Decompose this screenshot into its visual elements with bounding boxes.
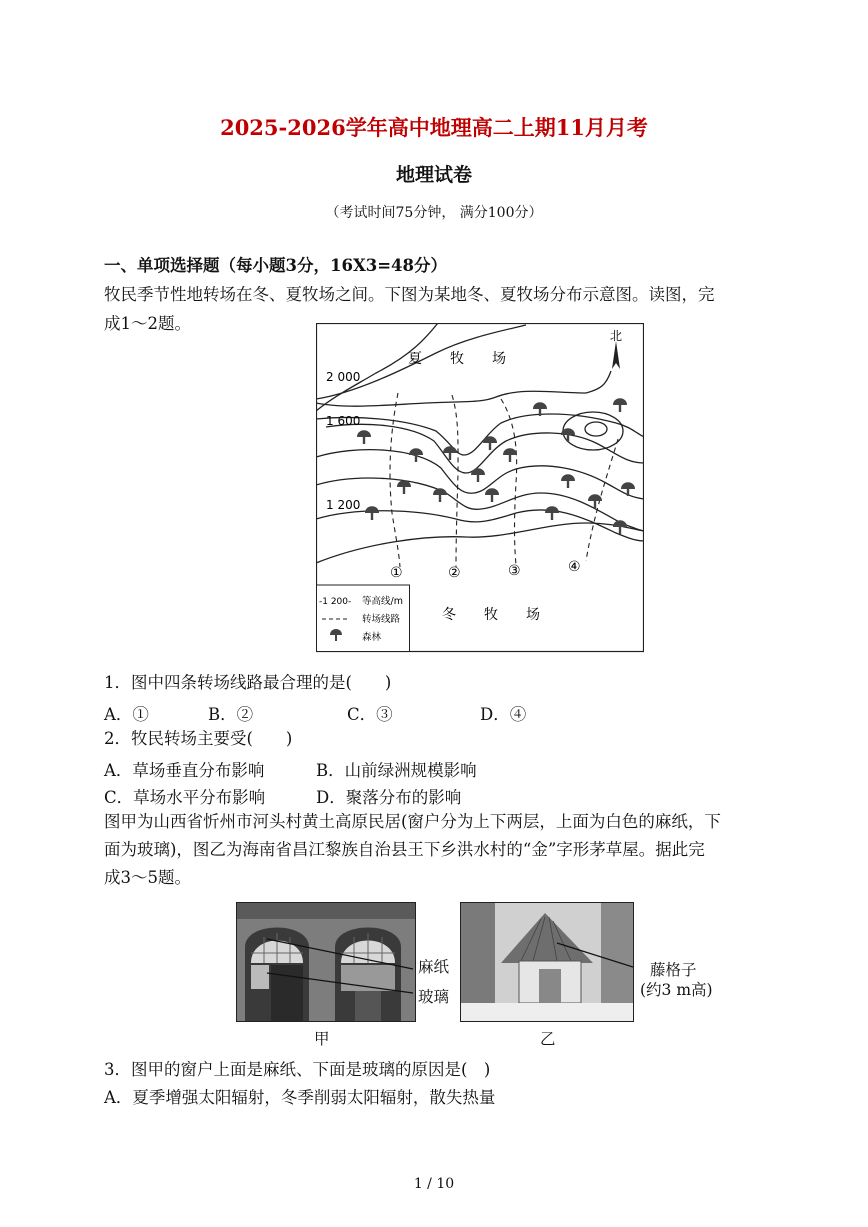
pasture-map [316,323,644,653]
page-number: 1 / 10 [413,1176,455,1192]
exam-note: （考试时间75分钟， 满分100分） [325,205,543,221]
north-label: 北 [610,329,623,343]
legend-contour-sample: -1 200- [319,597,352,607]
route-label-1: ① [390,565,403,581]
legend-route-label: 转场线路 [362,614,401,625]
label-height: (约3 m高) [640,981,713,999]
q1-option-d: D．④ [480,705,527,724]
summer-pasture-label: 夏 牧 场 [408,351,506,367]
caption-yi: 乙 [540,1030,556,1048]
label-rattan-lattice: 藤格子 [650,961,697,979]
route-label-2: ② [448,565,461,581]
q2-option-c: C．草场水平分布影响 [104,788,266,807]
intro-line-1: 牧民季节性地转场在冬、夏牧场之间。下图为某地冬、夏牧场分布示意图。读图，完 [104,285,715,304]
map-legend [317,585,410,652]
label-glass: 玻璃 [418,988,450,1006]
q2-option-b: B．山前绿洲规模影响 [316,761,477,780]
caption-jia: 甲 [314,1030,330,1048]
q3-stem: 3．图甲的窗户上面是麻纸、下面是玻璃的原因是( ) [104,1060,491,1079]
route-label-3: ③ [508,563,521,579]
intro2-line-3: 成3～5题。 [104,868,191,887]
q1-stem: 1．图中四条转场线路最合理的是( ) [104,673,392,692]
photo-thatched-hut [460,902,634,1022]
q1-option-b: B．② [208,705,254,724]
intro-line-2: 成1～2题。 [104,314,191,333]
q3-option-a: A．夏季增强太阳辐射，冬季削弱太阳辐射，散失热量 [104,1088,496,1107]
q2-option-d: D．聚落分布的影响 [316,788,462,807]
legend-contour-label: 等高线/m [362,596,403,607]
photo-cave-dwelling [236,902,416,1022]
contour-label-1200: 1 200 [326,498,361,512]
cave-dwelling-illustration [237,903,415,1021]
intro2-line-2: 面为玻璃)，图乙为海南省昌江黎族自治县王下乡洪水村的“金”字形茅草屋。据此完 [104,840,705,859]
legend-forest-label: 森林 [362,632,382,643]
q1-option-c: C．③ [347,705,393,724]
q2-stem: 2．牧民转场主要受( ) [104,729,293,748]
route-label-4: ④ [568,559,581,575]
exam-subtitle: 地理试卷 [395,164,472,186]
contour-label-2000: 2 000 [326,370,361,384]
intro2-line-1: 图甲为山西省忻州市河头村黄土高原民居(窗户分为上下两层，上面为白色的麻纸，下 [104,812,721,831]
q2-option-a: A．草场垂直分布影响 [104,761,265,780]
contour-label-1600: 1 600 [326,414,361,428]
label-paper: 麻纸 [418,958,450,976]
q1-option-a: A．① [104,705,149,724]
exam-title: 2025-2026学年高中地理高二上期11月月考 [220,115,648,140]
winter-pasture-label: 冬 牧 场 [442,607,540,623]
section-heading: 一、单项选择题（每小题3分，16X3=48分） [104,256,448,275]
thatched-hut-illustration [461,903,633,1021]
